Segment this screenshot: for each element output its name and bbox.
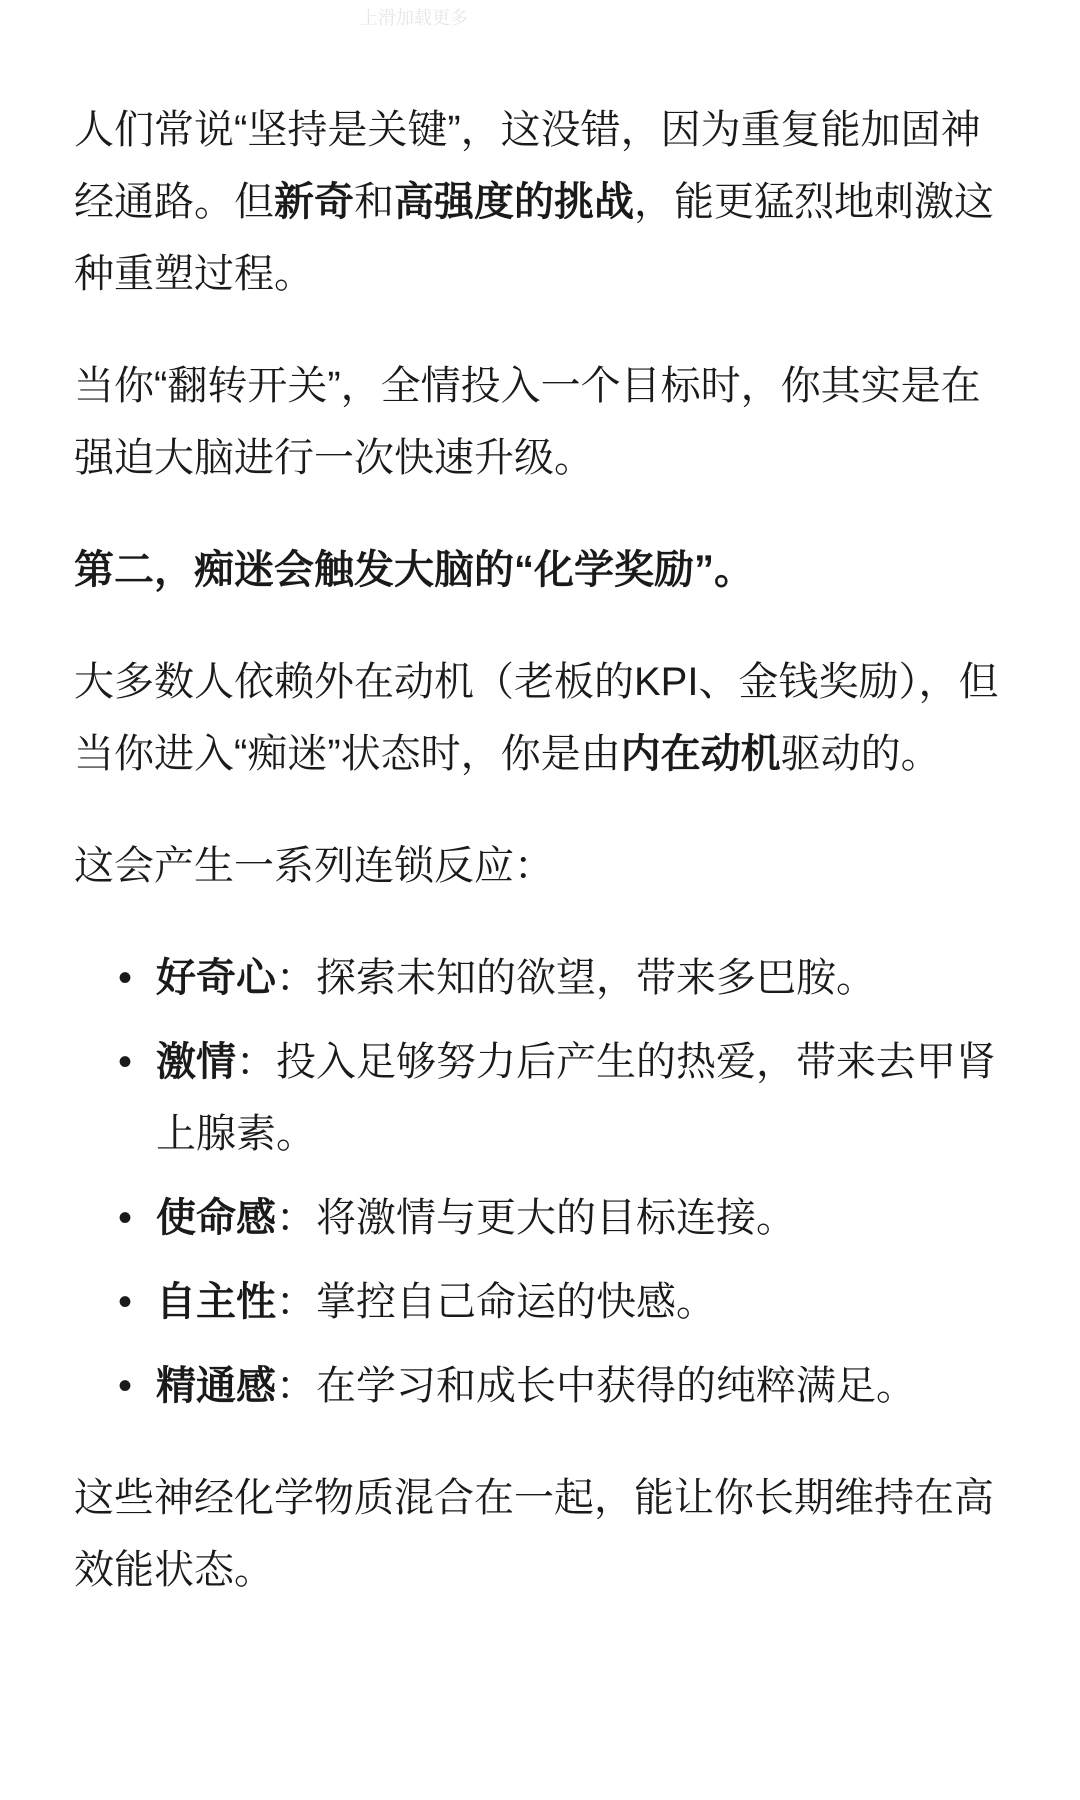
text: 大多数人依赖外在动机（老板的KPI、金钱奖励），但当你进入“痴迷”状态时，你是由 (74, 660, 999, 776)
text: 和 (354, 180, 394, 224)
list-term: 自主性 (156, 1280, 276, 1324)
paragraph-3 (74, 646, 1014, 790)
list-desc: ：投入足够努力后产生的热爱，带来去甲肾上腺素。 (156, 1040, 996, 1156)
list-item (74, 1350, 1014, 1422)
bullet-icon: • (118, 956, 133, 1000)
section-heading (74, 534, 1014, 606)
list-item (74, 1182, 1014, 1254)
reaction-list (74, 942, 1014, 1422)
paragraph-2: 当你“翻转开关”，全情投入一个目标时，你其实是在强迫大脑进行一次快速升级。 (74, 364, 981, 480)
list-item (74, 942, 1014, 1014)
bullet-icon: • (118, 1040, 133, 1084)
faint-header-text: 上滑加载更多 (360, 8, 468, 28)
bold-text: 新奇 (274, 180, 354, 224)
bullet-icon: • (118, 1364, 133, 1408)
list-desc: ：将激情与更大的目标连接。 (276, 1196, 796, 1240)
article-body (74, 94, 1014, 1646)
bullet-icon: • (118, 1280, 133, 1324)
bullet-icon: • (118, 1196, 133, 1240)
list-item (74, 1026, 1014, 1170)
list-term: 精通感 (156, 1364, 276, 1408)
text: 人们常说“坚持是关键”，这没错，因为重复能加固神经通路。但 (74, 108, 981, 224)
list-item (74, 1266, 1014, 1338)
list-desc: ：探索未知的欲望，带来多巴胺。 (276, 956, 876, 1000)
text: 驱动的。 (780, 732, 941, 776)
list-term: 使命感 (156, 1196, 276, 1240)
list-term: 好奇心 (156, 956, 276, 1000)
bold-text: 内在动机 (620, 732, 781, 776)
paragraph-1 (74, 94, 1014, 310)
list-desc: ：在学习和成长中获得的纯粹满足。 (276, 1364, 916, 1408)
list-desc: ：掌控自己命运的快感。 (276, 1280, 716, 1324)
list-term: 激情 (156, 1040, 236, 1084)
heading-text: 第二，痴迷会触发大脑的“化学奖励”。 (74, 548, 754, 592)
paragraph-5: 这些神经化学物质混合在一起，能让你长期维持在高效能状态。 (74, 1476, 994, 1592)
bold-text: 高强度的挑战 (394, 180, 634, 224)
text: ，能更猛烈地刺激这种重塑过程。 (74, 180, 994, 296)
paragraph-4: 这会产生一系列连锁反应： (74, 844, 554, 888)
